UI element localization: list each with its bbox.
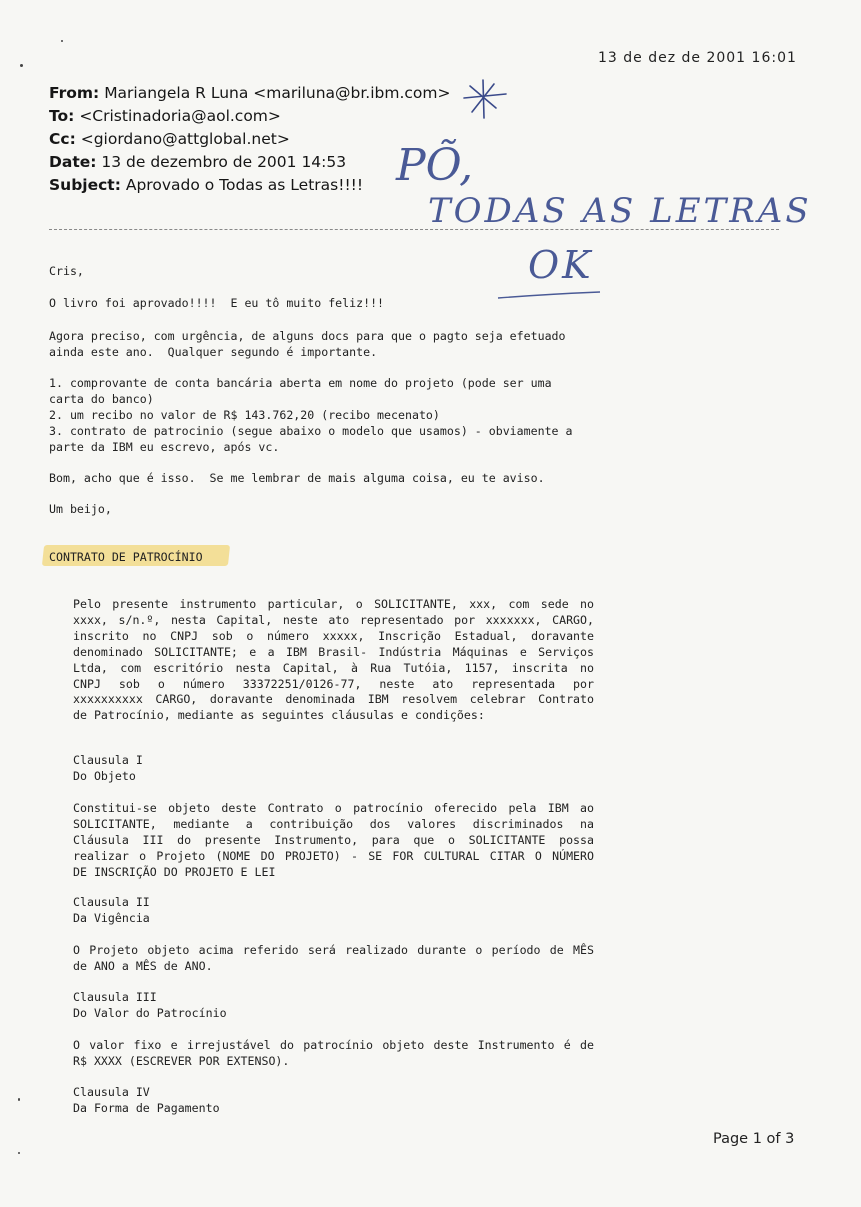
clause-4-title: Clausula IV <box>73 1085 150 1099</box>
clause-2-text <box>73 943 594 975</box>
to-value: <Cristinadoria@aol.com> <box>79 107 281 125</box>
from-label: From: <box>49 84 100 102</box>
contract-intro-line: CNPJ sob o número 33372251/0126-77, neste ato representada por <box>73 676 594 691</box>
page-number: Page 1 of 3 <box>713 1131 795 1147</box>
hand-line1: PÕ, <box>396 140 474 191</box>
clause-3-title: Clausula III <box>73 990 157 1004</box>
clause-3-text <box>73 1038 594 1070</box>
body-paragraph-2-line1: Agora preciso, com urgência, de alguns docs para que o pagto seja efetuado <box>49 329 566 343</box>
cc-value: <giordano@attglobal.net> <box>80 130 290 148</box>
to-label: To: <box>49 107 75 125</box>
contract-intro-line: inscrito no CNPJ sob o número xxxxx, Inscrição Estadual, doravante <box>73 628 594 643</box>
list-item-1-line2: carta do banco) <box>49 392 154 406</box>
scan-speck <box>18 1098 20 1101</box>
clause-1-line: Constitui-se objeto deste Contrato o patrocínio oferecido pela IBM ao <box>73 801 594 815</box>
clause-3-line: O valor fixo e irrejustável do patrocínio objeto deste Instrumento é de <box>73 1038 594 1052</box>
clause-3-subtitle: Do Valor do Patrocínio <box>73 1006 227 1020</box>
subject-label: Subject: <box>49 176 121 194</box>
clause-3-line: R$ XXXX (ESCREVER POR EXTENSO). <box>73 1053 290 1068</box>
scan-speck <box>20 64 23 67</box>
clause-1-line: realizar o Projeto (NOME DO PROJETO) - SE FOR CULTURAL CITAR O NÚMERO <box>73 848 594 863</box>
closing: Um beijo, <box>49 502 112 516</box>
hand-line2: TODAS AS LETRAS <box>428 191 812 231</box>
clause-1-line: Cláusula III do presente Instrumento, para que o SOLICITANTE possa <box>73 832 594 847</box>
clause-1-line: DE INSCRIÇÃO DO PROJETO E LEI <box>73 864 276 879</box>
clause-1-line: SOLICITANTE, mediante a contribuição dos valores discriminados na <box>73 816 594 831</box>
contract-intro-line: xxxxxxxxxx CARGO, doravante denominada IBM resolvem celebrar Contrato <box>73 692 594 707</box>
body-paragraph-1: O livro foi aprovado!!!! E eu tô muito feliz!!! <box>49 296 385 310</box>
hand-line3: OK <box>528 243 594 287</box>
clause-1-title: Clausula I <box>73 753 143 767</box>
clause-2-line: de ANO a MÊS de ANO. <box>73 958 213 973</box>
list-item-3-line2: parte da IBM eu escrevo, após vc. <box>49 440 280 454</box>
contract-intro-line: xxxx, s/n.º, nesta Capital, neste ato representado por xxxxxxx, CARGO, <box>73 612 594 627</box>
date-label: Date: <box>49 153 97 171</box>
contract-intro <box>73 597 594 724</box>
clause-4-subtitle: Da Forma de Pagamento <box>73 1101 220 1115</box>
clause-2-subtitle: Da Vigência <box>73 911 150 925</box>
body-paragraph-3: Bom, acho que é isso. Se me lembrar de mais alguma coisa, eu te aviso. <box>49 471 545 485</box>
subject-value: Aprovado o Todas as Letras!!!! <box>125 176 364 194</box>
clause-2-line: O Projeto objeto acima referido será realizado durante o período de MÊS <box>73 943 594 957</box>
contract-intro-line: de Patrocínio, mediante as seguintes cláusulas e condições: <box>73 708 485 723</box>
clause-1-text <box>73 801 594 881</box>
contract-intro-line: denominado SOLICITANTE; e a IBM Brasil- Indústria Máquinas e Serviços <box>73 644 594 659</box>
list-item-3-line1: 3. contrato de patrocinio (segue abaixo o modelo que usamos) - obviamente a <box>49 424 573 438</box>
greeting: Cris, <box>49 264 84 278</box>
cc-label: Cc: <box>49 130 76 148</box>
contract-intro-line: Pelo presente instrumento particular, o SOLICITANTE, xxx, com sede no <box>73 597 594 611</box>
contract-intro-line: Ltda, com escritório nesta Capital, à Rua Tutóia, 1157, inscrita no <box>73 660 594 675</box>
clause-2-title: Clausula II <box>73 895 150 909</box>
body-paragraph-2-line2: ainda este ano. Qualquer segundo é importante. <box>49 345 378 359</box>
clause-1-subtitle: Do Objeto <box>73 769 136 783</box>
date-value: 13 de dezembro de 2001 14:53 <box>101 153 347 171</box>
scan-speck <box>61 40 63 42</box>
hand-underline <box>498 292 600 298</box>
list-item-1-line1: 1. comprovante de conta bancária aberta em nome do projeto (pode ser uma <box>49 376 552 390</box>
asterisk-mark <box>464 80 506 118</box>
from-value: Mariangela R Luna <mariluna@br.ibm.com> <box>104 84 451 102</box>
contract-title: CONTRATO DE PATROCÍNIO <box>49 550 203 564</box>
list-item-2: 2. um recibo no valor de R$ 143.762,20 (recibo mecenato) <box>49 408 440 422</box>
scan-speck <box>18 1152 20 1154</box>
handwritten-annotation <box>0 0 861 320</box>
print-date: 13 de dez de 2001 16:01 <box>598 50 797 66</box>
